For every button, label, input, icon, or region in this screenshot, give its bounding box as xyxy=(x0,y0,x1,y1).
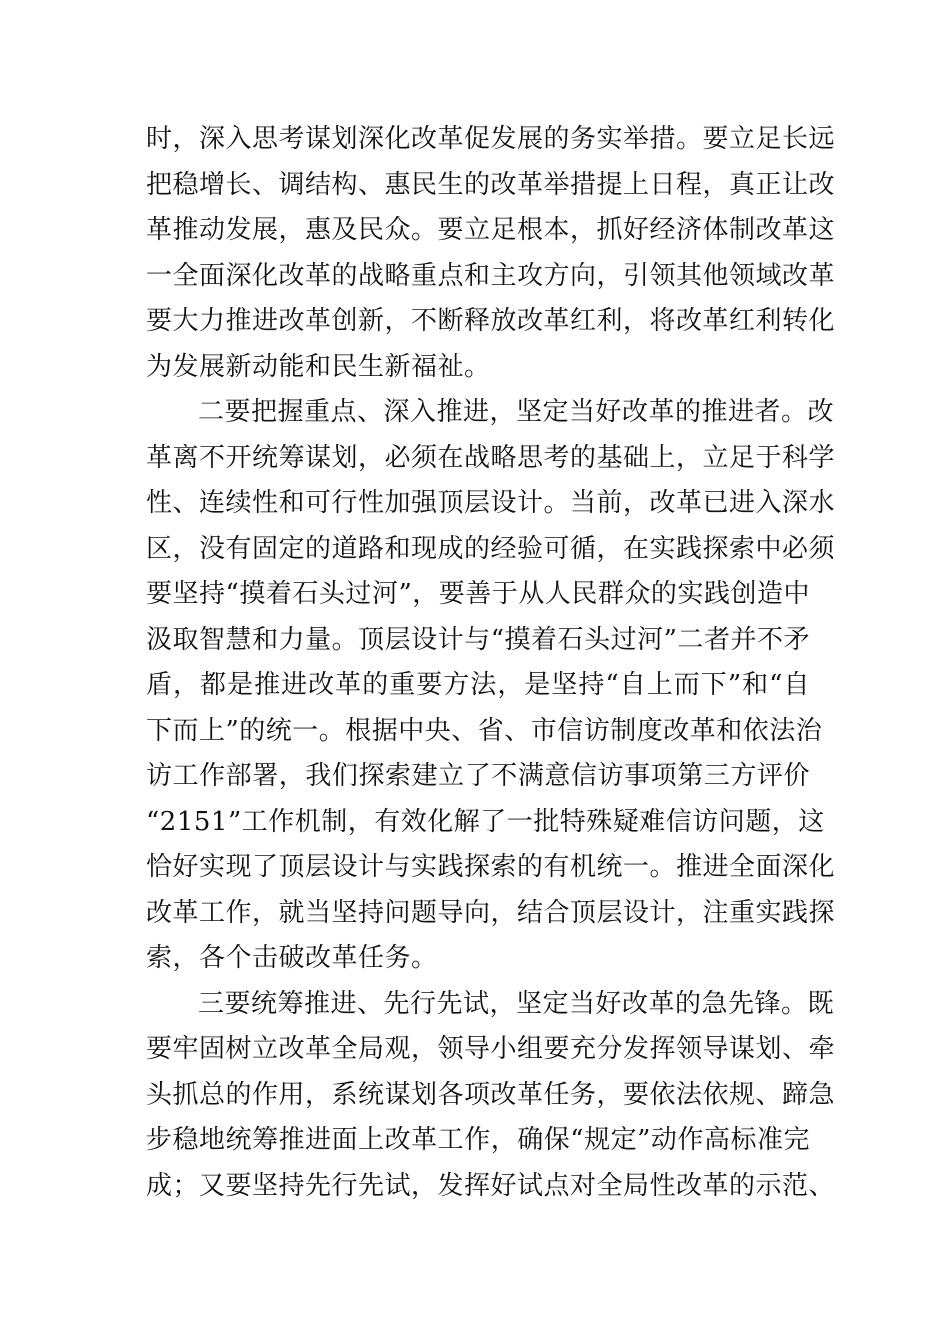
text-line: 要牢固树立改革全局观，领导小组要充分发挥领导谋划、牵 xyxy=(146,1034,836,1064)
text-line: “2151”工作机制，有效化解了一批特殊疑难信访问题，这 xyxy=(146,806,825,837)
text-line: 为发展新动能和民生新福祉。 xyxy=(146,351,491,382)
text-line: 要大力推进改革创新，不断释放改革红利，将改革红利转化 xyxy=(146,306,836,336)
text-line: 下而上”的统一。根据中央、省、市信访制度改革和依法治 xyxy=(146,715,823,746)
text-line: 访工作部署，我们探索建立了不满意信访事项第三方评价 xyxy=(146,761,810,791)
text-line: 三要统筹推进、先行先试，坚定当好改革的急先锋。既 xyxy=(198,988,835,1019)
text-line: 恰好实现了顶层设计与实践探索的有机统一。推进全面深化 xyxy=(146,852,836,882)
text-line: 一全面深化改革的战略重点和主攻方向，引领其他领域改革 xyxy=(146,260,836,291)
document-body xyxy=(146,117,836,1209)
text-line: 改革工作，就当坚持问题导向，结合顶层设计，注重实践探 xyxy=(146,897,836,928)
text-line: 汲取智慧和力量。顶层设计与“摸着石头过河”二者并不矛 xyxy=(146,624,810,655)
text-line: 性、连续性和可行性加强顶层设计。当前，改革已进入深水 xyxy=(146,488,836,518)
text-line: 时，深入思考谋划深化改革促发展的务实举措。要立足长远 xyxy=(146,124,836,154)
text-line: 革离不开统筹谋划，必须在战略思考的基础上，立足于科学 xyxy=(146,442,836,473)
text-line: 头抓总的作用，系统谋划各项改革任务，要依法依规、蹄急 xyxy=(146,1079,836,1110)
text-line: 盾，都是推进改革的重要方法，是坚持“自上而下”和“自 xyxy=(146,670,810,700)
text-line: 二要把握重点、深入推进，坚定当好改革的推进者。改 xyxy=(198,397,835,427)
text-line: 区，没有固定的道路和现成的经验可循，在实践探索中必须 xyxy=(146,533,836,564)
paragraph-3 xyxy=(146,982,836,1210)
text-line: 革推动发展，惠及民众。要立足根本，抓好经济体制改革这 xyxy=(146,215,836,245)
text-line: 步稳地统筹推进面上改革工作，确保“规定”动作高标准完 xyxy=(146,1125,810,1155)
text-line: 把稳增长、调结构、惠民生的改革举措提上日程，真正让改 xyxy=(146,169,836,200)
text-line: 成；又要坚持先行先试，发挥好试点对全局性改革的示范、 xyxy=(146,1170,836,1201)
paragraph-1 xyxy=(146,117,836,390)
text-line: 索，各个击破改革任务。 xyxy=(146,943,438,973)
paragraph-2 xyxy=(146,390,836,982)
text-line: 要坚持“摸着石头过河”，要善于从人民群众的实践创造中 xyxy=(146,579,810,609)
